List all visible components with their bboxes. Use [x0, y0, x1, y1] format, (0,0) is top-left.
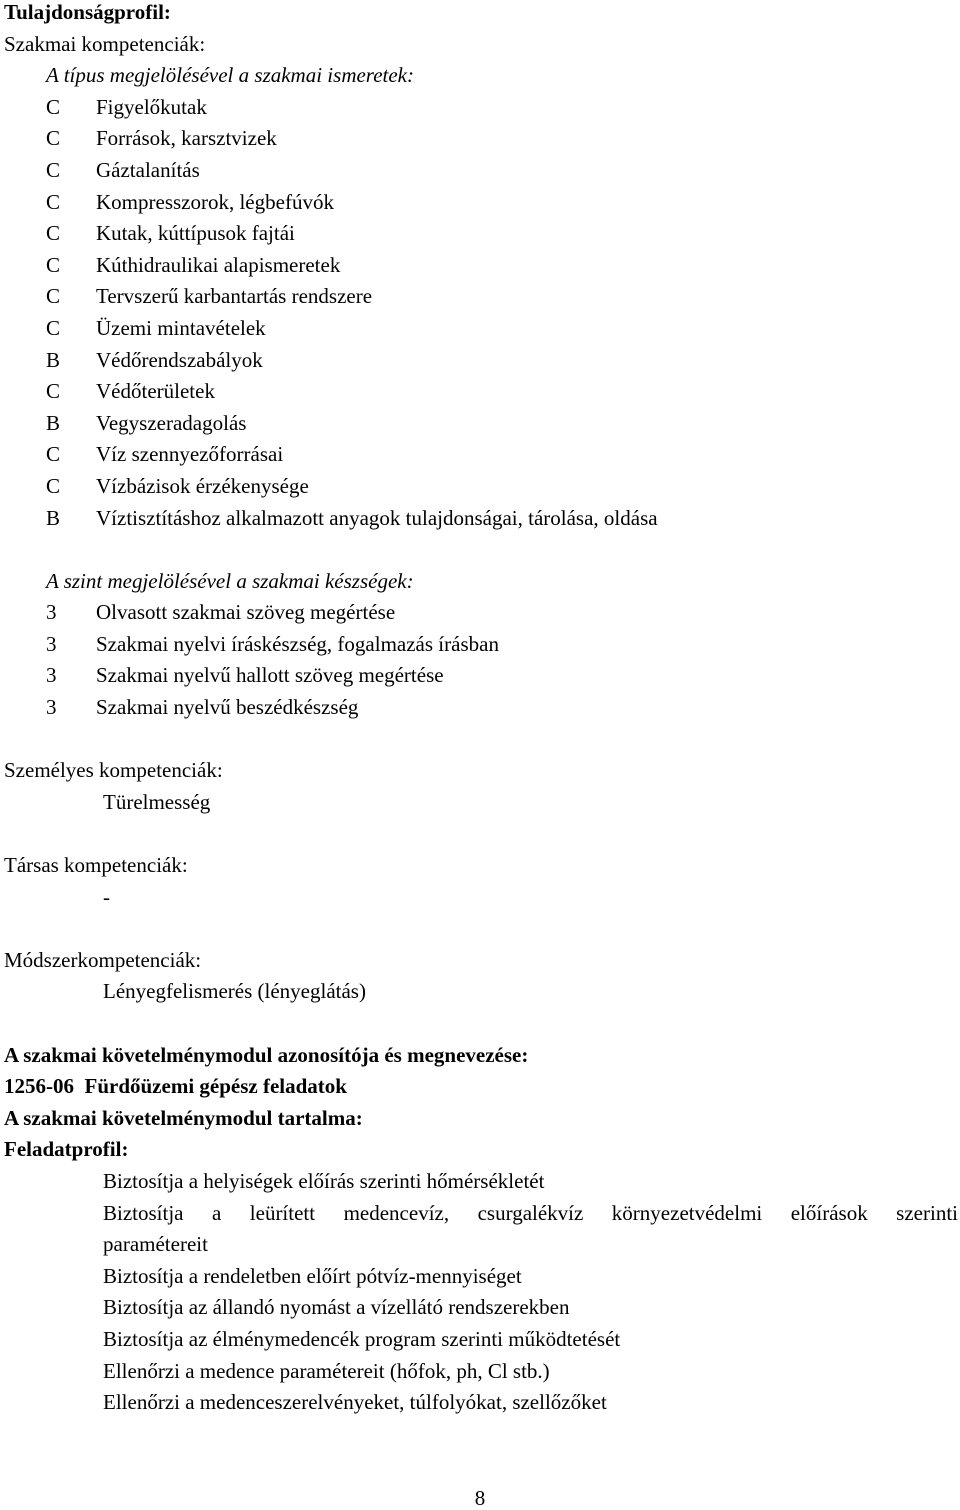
tarsas-kompetenciak-label: Társas kompetenciák:: [4, 853, 188, 878]
type-code: C: [46, 379, 61, 404]
feladatprofil-heading: Feladatprofil:: [4, 1137, 129, 1162]
szemelyes-kompetencia-value: Türelmesség: [103, 789, 211, 814]
szakmai-ismeretek-label: A típus megjelölésével a szakmai ismeretek:: [46, 63, 414, 88]
level-code: 3: [46, 663, 57, 688]
type-code: C: [46, 94, 61, 119]
modszerkompetenciak-label: Módszerkompetenciák:: [4, 947, 202, 972]
spacer: [4, 1008, 958, 1040]
type-code: B: [46, 410, 61, 435]
type-code: B: [46, 347, 61, 372]
item-text: Kompresszorok, légbefúvók: [96, 189, 334, 214]
modul-azonosito-label: A szakmai követelménymodul azonosítója és megnevezése:: [4, 1042, 529, 1067]
list-item: [4, 187, 958, 219]
list-item: [4, 471, 958, 503]
list-item: Ellenőrzi a medence paramétereit (hőfok, ph, Cl stb.): [103, 1358, 550, 1383]
list-item: Biztosítja a leürített medencevíz, csurgalékvíz környezetvédelmi előírások szerinti: [103, 1200, 958, 1225]
item-text: Üzemi mintavételek: [96, 315, 266, 340]
list-item: Biztosítja az állandó nyomást a vízellátó rendszerekben: [103, 1295, 570, 1320]
tulajdonsagprofil-heading: Tulajdonságprofil:: [4, 0, 171, 24]
list-item: Biztosítja a helyiségek előírás szerinti hőmérsékletét: [103, 1168, 545, 1193]
type-code: C: [46, 157, 61, 182]
item-text: Olvasott szakmai szöveg megértése: [96, 600, 396, 625]
feladatok-list: [4, 1166, 958, 1419]
level-code: 3: [46, 600, 57, 625]
page-number: 8: [474, 1486, 486, 1510]
item-text: Védőrendszabályok: [96, 347, 263, 372]
spacer: [4, 913, 958, 945]
level-code: 3: [46, 631, 57, 656]
szemelyes-kompetenciak-label: Személyes kompetenciák:: [4, 758, 223, 783]
modul-tartalma-label: A szakmai követelménymodul tartalma:: [4, 1105, 363, 1130]
item-text: Kutak, kúttípusok fajtái: [96, 221, 295, 246]
item-text: Gáztalanítás: [96, 157, 200, 182]
list-item: [4, 408, 958, 440]
list-item: [4, 123, 958, 155]
list-item: [4, 345, 958, 377]
spacer: [4, 724, 958, 756]
item-text: Víztisztításhoz alkalmazott anyagok tulajdonságai, tárolása, oldása: [96, 505, 658, 530]
list-item: [4, 376, 958, 408]
list-item: Biztosítja a rendeletben előírt pótvíz-mennyiséget: [103, 1263, 522, 1288]
list-item: Biztosítja az élménymedencék program szerinti működtetését: [103, 1326, 621, 1351]
item-text: Szakmai nyelvű beszédkészség: [96, 695, 359, 720]
tarsas-kompetencia-value: -: [103, 884, 110, 909]
type-code: C: [46, 284, 61, 309]
item-text: Tervszerű karbantartás rendszere: [96, 284, 373, 309]
item-text: Szakmai nyelvi íráskészség, fogalmazás írásban: [96, 631, 499, 656]
list-item: [4, 439, 958, 471]
list-item: Ellenőrzi a medenceszerelvényeket, túlfolyókat, szellőzőket: [103, 1390, 607, 1415]
szakmai-keszsegek-label: A szint megjelölésével a szakmai készségek:: [46, 568, 414, 593]
item-text: Kúthidraulikai alapismeretek: [96, 252, 341, 277]
modul-name: Fürdőüzemi gépész feladatok: [84, 1074, 347, 1099]
item-text: Víz szennyezőforrásai: [96, 442, 284, 467]
type-code: B: [46, 505, 61, 530]
list-item: [4, 313, 958, 345]
item-text: Vízbázisok érzékenysége: [96, 473, 309, 498]
list-item: [4, 92, 958, 124]
modul-identifier: [4, 1071, 958, 1103]
type-code: C: [46, 315, 61, 340]
ismeretek-list: [4, 92, 958, 534]
item-text: Védőterületek: [96, 379, 215, 404]
list-item: [4, 597, 958, 629]
type-code: C: [46, 221, 61, 246]
list-item: [4, 155, 958, 187]
szakmai-kompetenciak-label: Szakmai kompetenciák:: [4, 31, 206, 56]
keszsegek-list: [4, 597, 958, 723]
modszerkompetencia-value: Lényegfelismerés (lényeglátás): [103, 979, 366, 1004]
item-text: Szakmai nyelvű hallott szöveg megértése: [96, 663, 444, 688]
type-code: C: [46, 126, 61, 151]
modul-code: 1256-06: [4, 1074, 74, 1099]
item-text: Figyelőkutak: [96, 94, 207, 119]
spacer: [4, 534, 958, 566]
list-item: [4, 250, 958, 282]
item-text: Források, karsztvizek: [96, 126, 277, 151]
type-code: C: [46, 189, 61, 214]
document-page: [4, 0, 958, 1419]
list-item: [4, 629, 958, 661]
item-text: Vegyszeradagolás: [96, 410, 247, 435]
list-item: [4, 692, 958, 724]
list-item: [4, 281, 958, 313]
type-code: C: [46, 442, 61, 467]
level-code: 3: [46, 695, 57, 720]
list-item: [4, 660, 958, 692]
list-item: [4, 503, 958, 535]
type-code: C: [46, 473, 61, 498]
list-item: [4, 218, 958, 250]
type-code: C: [46, 252, 61, 277]
list-item: paramétereit: [103, 1232, 208, 1257]
spacer: [4, 818, 958, 850]
